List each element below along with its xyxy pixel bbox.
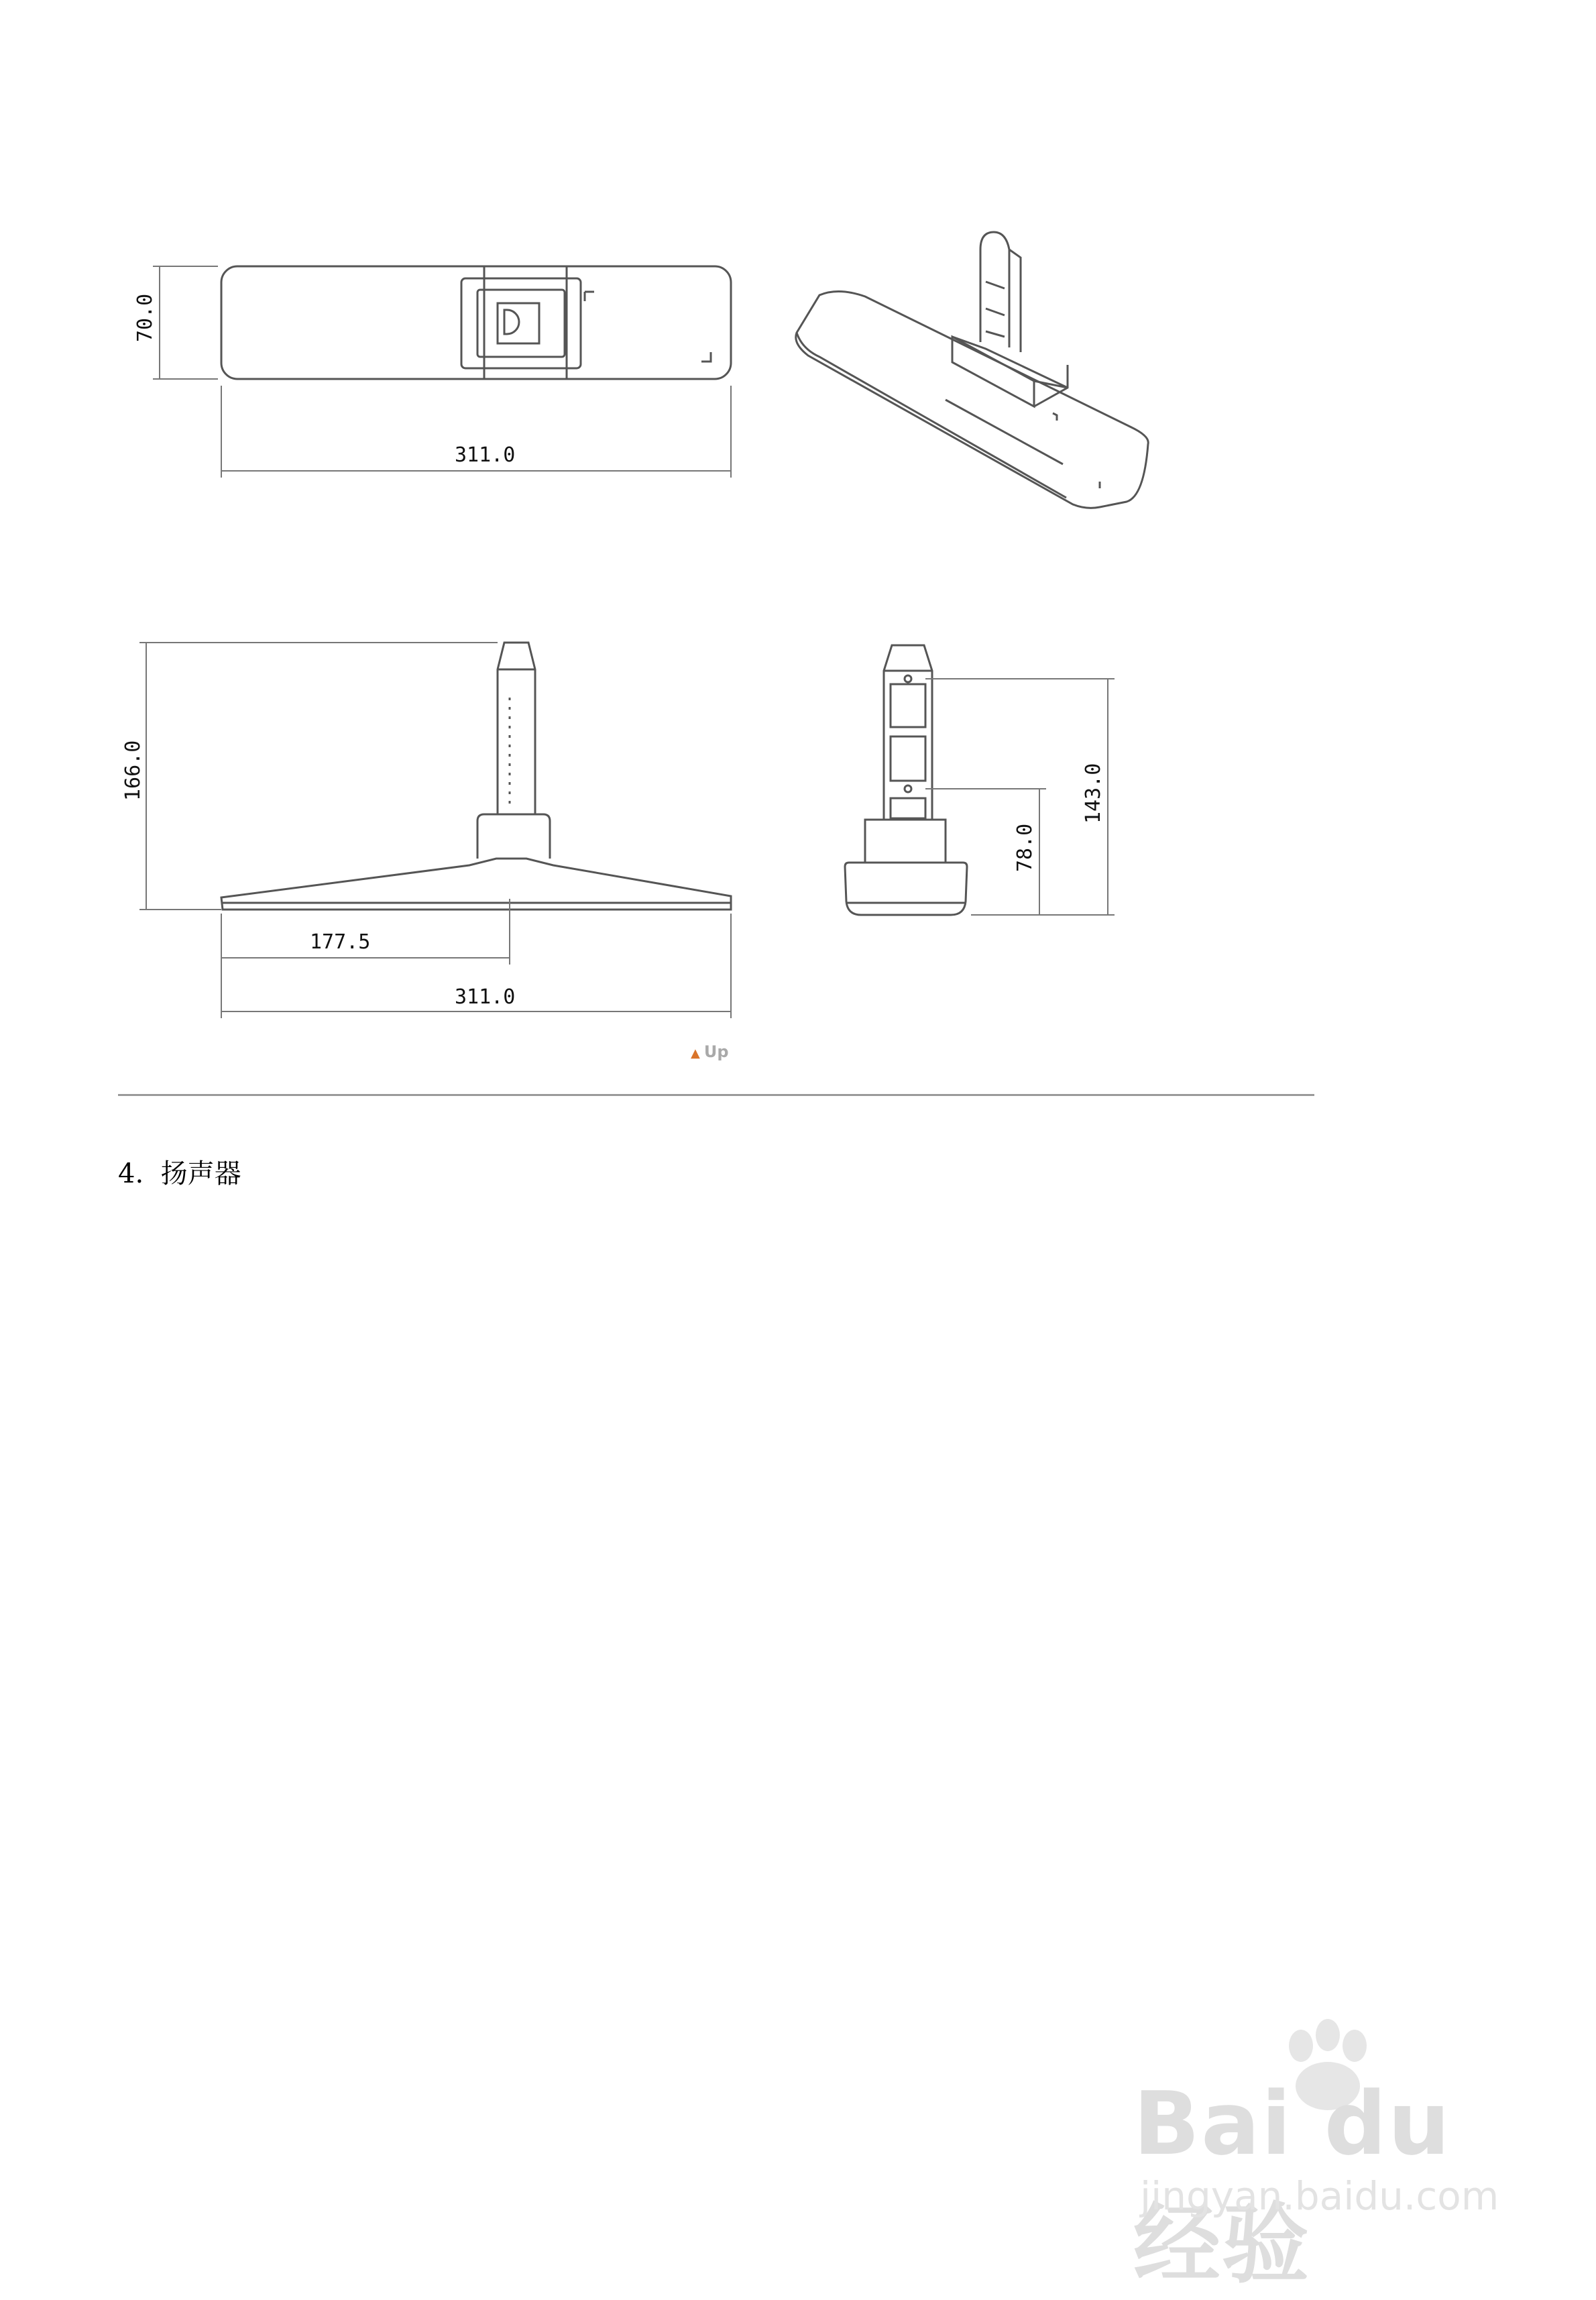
front-width-label: 311.0 <box>455 985 516 1009</box>
top-width-label: 311.0 <box>455 443 516 467</box>
stand-front-view <box>221 643 731 910</box>
side-mid-height-label: 78.0 <box>1013 823 1037 872</box>
section-number: 4. <box>118 1158 144 1189</box>
stand-side-view <box>845 645 967 915</box>
up-link[interactable] <box>691 1042 729 1061</box>
stand-isometric-view <box>796 232 1149 508</box>
up-label: Up <box>703 1042 729 1061</box>
section-divider <box>118 1094 1314 1096</box>
watermark-brand: Bai du 经验 <box>1133 2073 1452 2295</box>
technical-drawing <box>0 0 1596 1100</box>
side-total-height-label: 143.0 <box>1082 763 1105 824</box>
watermark-url: jingyan.baidu.com <box>1140 2173 1499 2219</box>
top-depth-label: 70.0 <box>133 293 157 342</box>
baidu-watermark <box>1133 2026 1509 2295</box>
section-heading <box>118 1152 241 1191</box>
section-title: 扬声器 <box>160 1158 241 1189</box>
stand-top-view <box>221 266 731 379</box>
front-offset-label: 177.5 <box>310 930 371 954</box>
front-height-label: 166.0 <box>121 740 145 801</box>
up-triangle-icon: ▲ <box>691 1046 700 1060</box>
